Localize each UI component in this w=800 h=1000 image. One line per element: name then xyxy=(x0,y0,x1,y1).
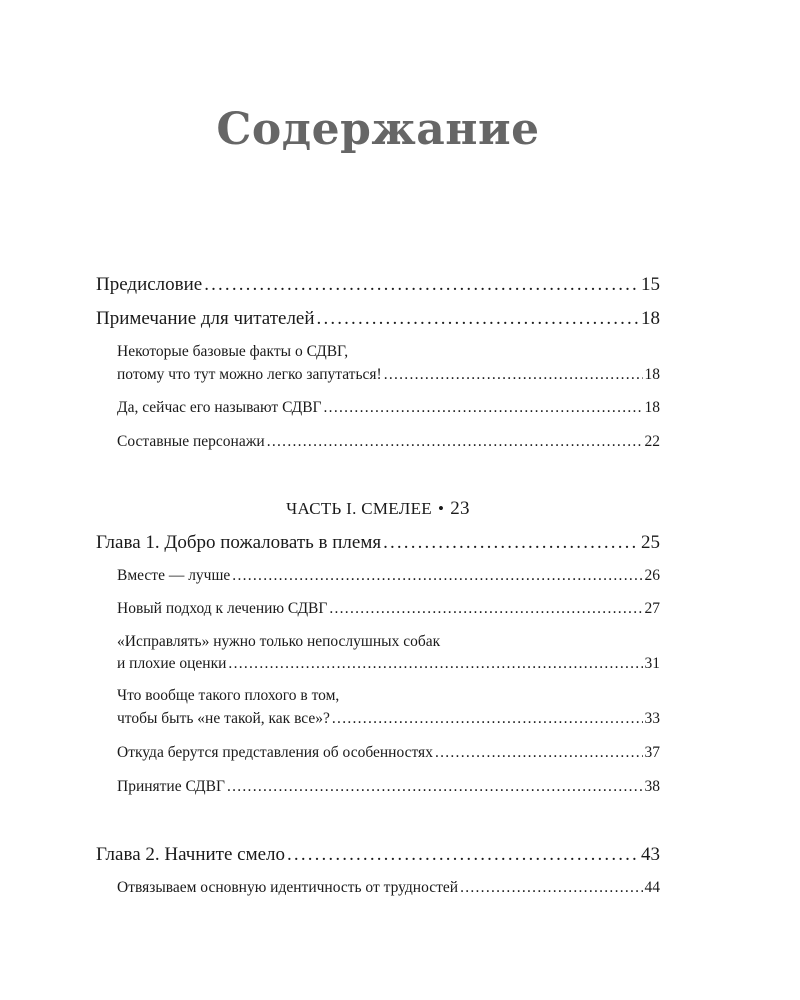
toc-entry-label: и плохие оценки xyxy=(117,655,227,672)
toc-subentry-accepting-adhd[interactable] xyxy=(117,778,660,796)
part-heading-label: ЧАСТЬ I. СМЕЛЕЕ xyxy=(286,499,432,518)
toc-entry-label: Глава 1. Добро пожаловать в племя xyxy=(96,532,382,553)
dot-leader xyxy=(204,274,639,296)
dot-leader xyxy=(228,655,642,673)
dot-leader xyxy=(435,744,643,762)
toc-subentry-not-like-everyone[interactable] xyxy=(117,710,660,728)
dot-leader xyxy=(287,844,639,866)
dot-leader xyxy=(227,778,643,796)
dot-leader xyxy=(329,600,642,618)
dot-leader xyxy=(332,710,643,728)
toc-subentry-together-better[interactable] xyxy=(117,567,660,585)
toc-entry-label: чтобы быть «не такой, как все»? xyxy=(117,710,330,727)
toc-subentry-basic-facts[interactable] xyxy=(117,366,660,384)
toc-page-number: 38 xyxy=(644,778,660,795)
toc-entry-readers-note[interactable] xyxy=(96,308,660,330)
toc-page-number: 15 xyxy=(641,274,660,295)
toc-page-number: 37 xyxy=(644,744,660,761)
toc-entry-label: Составные персонажи xyxy=(117,433,265,450)
toc-subentry-now-called-adhd[interactable] xyxy=(117,399,660,417)
toc-page-number: 27 xyxy=(644,600,660,617)
toc-entry-label: Откуда берутся представления об особенностях xyxy=(117,744,433,761)
toc-entry-chapter-2[interactable] xyxy=(96,844,660,866)
toc-entry-label: Да, сейчас его называют СДВГ xyxy=(117,399,322,416)
toc-subentry-first-line: «Исправлять» нужно только непослушных собак xyxy=(117,633,441,650)
toc-entry-label: Принятие СДВГ xyxy=(117,778,225,795)
dot-leader xyxy=(384,366,643,384)
toc-page-number: 33 xyxy=(644,710,660,727)
bullet-separator: • xyxy=(437,499,445,518)
toc-page-number: 43 xyxy=(641,844,660,865)
toc-subentry-first-line: Что вообще такого плохого в том, xyxy=(117,687,340,704)
toc-entry-label: потому что тут можно легко запутаться! xyxy=(117,366,382,383)
toc-subentry-untie-identity[interactable] xyxy=(117,879,660,897)
dot-leader xyxy=(267,433,643,451)
toc-subentry-composite-characters[interactable] xyxy=(117,433,660,451)
dot-leader xyxy=(383,532,639,554)
toc-entry-label: Вместе — лучше xyxy=(117,567,231,584)
toc-page-number: 18 xyxy=(641,308,660,329)
toc-page-number: 31 xyxy=(644,655,660,672)
toc-entry-preface[interactable] xyxy=(96,274,660,296)
toc-page-number: 25 xyxy=(641,532,660,553)
toc-entry-label: Примечание для читателей xyxy=(96,308,315,329)
part-page-number: 23 xyxy=(450,498,470,519)
page-title: Содержание xyxy=(216,104,540,155)
toc-entry-label: Новый подход к лечению СДВГ xyxy=(117,600,328,617)
toc-subentry-new-approach[interactable] xyxy=(117,600,660,618)
dot-leader xyxy=(460,879,642,897)
toc-page-number: 18 xyxy=(644,366,660,383)
toc-entry-label: Глава 2. Начните смело xyxy=(96,844,286,865)
toc-entry-chapter-1[interactable] xyxy=(96,532,660,554)
toc-entry-label: Предисловие xyxy=(96,274,203,295)
toc-subentry-first-line: Некоторые базовые факты о СДВГ, xyxy=(117,343,349,360)
toc-page-number: 26 xyxy=(644,567,660,584)
toc-entry-label: Отвязываем основную идентичность от трудностей xyxy=(117,879,459,896)
toc-subentry-where-ideas-come-from[interactable] xyxy=(117,744,660,762)
toc-page-number: 44 xyxy=(644,879,660,896)
toc-page-number: 22 xyxy=(644,433,660,450)
dot-leader xyxy=(324,399,643,417)
part-heading[interactable] xyxy=(96,498,660,520)
dot-leader xyxy=(317,308,639,330)
toc-page-number: 18 xyxy=(644,399,660,416)
dot-leader xyxy=(232,567,642,585)
toc-subentry-fix-only[interactable] xyxy=(117,655,660,673)
